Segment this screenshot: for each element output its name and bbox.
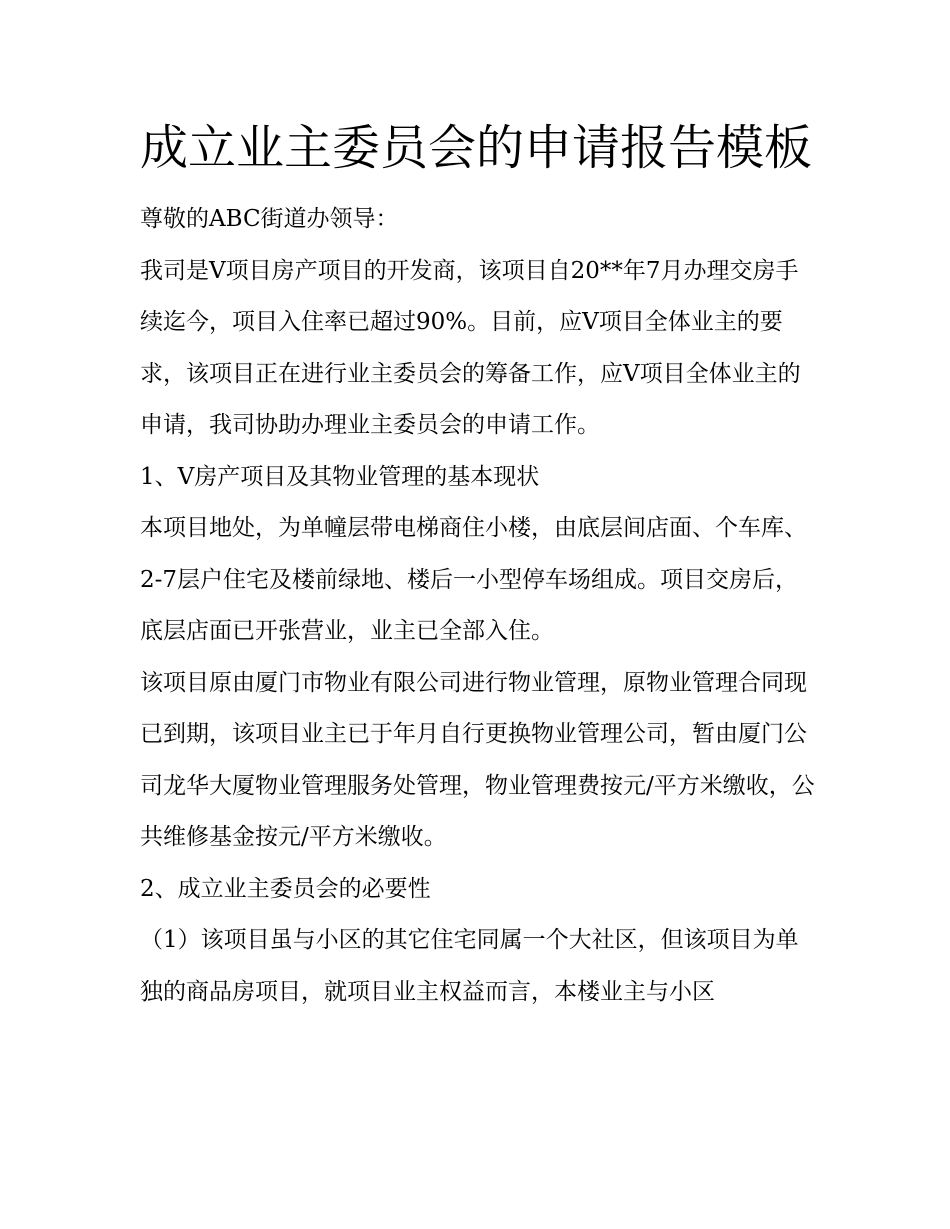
section-heading-1: 1、V房产项目及其物业管理的基本现状 <box>140 463 540 490</box>
paragraph-location: 本项目地处，为单幢层带电梯商住小楼，由底层间店面、个车库、2-7层户住宅及楼前绿地、楼后一小型停车场组成。项目交房后，底层店面已开张营业，业主已全部入住。 <box>140 515 807 644</box>
document-title: 成立业主委员会的申请报告模板 <box>140 120 813 176</box>
section-heading-2: 2、成立业主委员会的必要性 <box>140 875 431 902</box>
paragraph-necessity-1: （1）该项目虽与小区的其它住宅同属一个大社区，但该项目为单独的商品房项目，就项目业主权益而言，本楼业主与小区 <box>140 927 799 1005</box>
document-body <box>140 112 815 1018</box>
paragraph-intro: 我司是V项目房产项目的开发商，该项目自20**年7月办理交房手续迄今，项目入住率已超过90%。目前，应V项目全体业主的要求，该项目正在进行业主委员会的筹备工作，应V项目全体业主的申请，我司协助办理业主委员会的申请工作。 <box>140 257 801 438</box>
salutation: 尊敬的ABC街道办领导： <box>140 206 399 232</box>
paragraph-property-management: 该项目原由厦门市物业有限公司进行物业管理，原物业管理合同现已到期，该项目业主已于年月自行更换物业管理公司，暂由厦门公司龙华大厦物业管理服务处管理，物业管理费按元/平方米缴收，公共维修基金按元/平方米缴收。 <box>140 669 815 850</box>
